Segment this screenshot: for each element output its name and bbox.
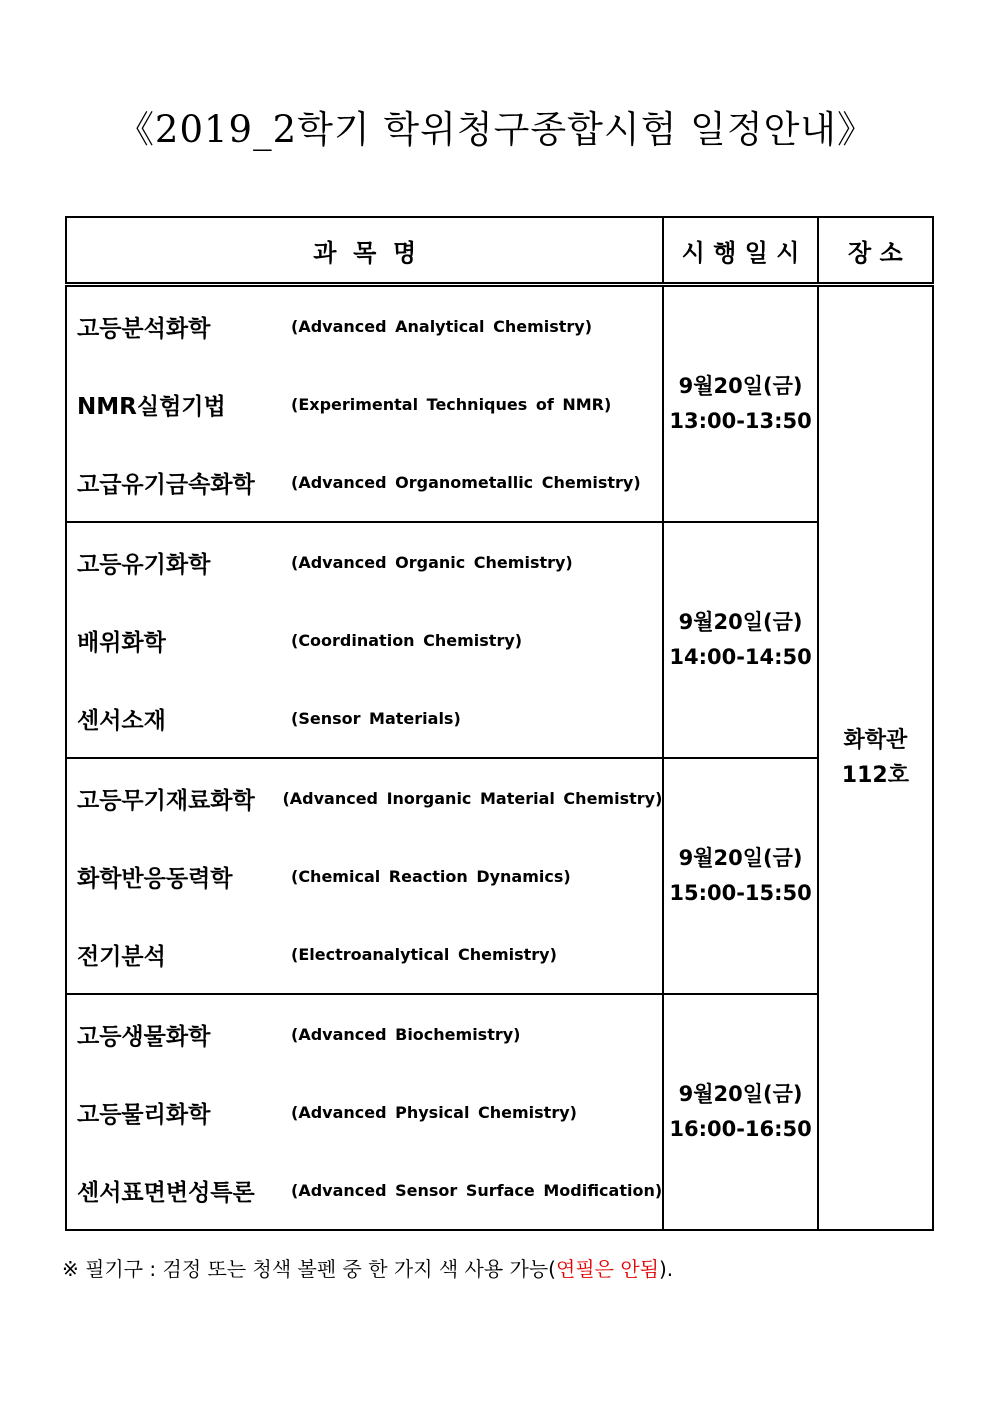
header-subject: 과 목 명 [66,217,663,285]
subject-english-name: (Advanced Sensor Surface Modification) [291,1180,663,1200]
exam-place-cell [818,285,933,1231]
exam-date: 9월20일(금) [678,374,803,398]
subject-item [67,759,662,837]
subject-item [67,1073,662,1151]
subject-korean-name: 고등유기화학 [77,551,211,578]
subject-korean-name: 전기분석 [77,943,166,970]
table-row [66,758,933,994]
subject-korean-name: 센서소재 [77,707,166,734]
subject-group-cell [66,758,663,994]
table-row [66,285,933,523]
note-warning-text: 연필은 안됨 [556,1257,659,1281]
subject-item [67,365,662,443]
subject-item [67,837,662,915]
subject-item [67,443,662,521]
subject-item [67,995,662,1073]
header-place: 장 소 [818,217,933,285]
exam-date: 9월20일(금) [678,846,803,870]
exam-time: 14:00-14:50 [669,645,812,669]
subject-item [67,679,662,757]
subject-item [67,523,662,601]
subject-korean-name: NMR실험기법 [77,393,226,420]
exam-date: 9월20일(금) [678,610,803,634]
exam-datetime-cell [663,522,817,758]
subject-item [67,1151,662,1229]
exam-schedule-table [65,216,934,1231]
subject-korean-name: 고등물리화학 [77,1101,211,1128]
page-title: 《2019_2학기 학위청구종합시험 일정안내》 [116,108,876,151]
subject-english-name: (Sensor Materials) [291,708,461,728]
subject-korean-name: 화학반응동력학 [77,865,233,892]
place-room: 112호 [841,763,909,788]
place-building: 화학관 [843,728,908,753]
exam-time: 16:00-16:50 [669,1117,812,1141]
subject-group-cell [66,285,663,523]
header-time: 시 행 일 시 [663,217,817,285]
subject-korean-name: 고등분석화학 [77,315,211,342]
table-header-row [66,217,933,285]
subject-group-cell [66,522,663,758]
subject-english-name: (Advanced Analytical Chemistry) [291,316,593,336]
note-text-end: ). [658,1257,674,1281]
subject-korean-name: 고등생물화학 [77,1023,211,1050]
subject-item [67,287,662,365]
subject-english-name: (Advanced Organometallic Chemistry) [291,472,641,492]
exam-datetime-cell [663,994,817,1230]
table-row [66,522,933,758]
subject-group-cell [66,994,663,1230]
exam-date: 9월20일(금) [678,1082,803,1106]
subject-english-name: (Advanced Organic Chemistry) [291,552,573,572]
exam-datetime-cell [663,758,817,994]
subject-item [67,915,662,993]
note-text: ※ 필기구 : 검정 또는 청색 볼펜 중 한 가지 색 사용 가능( [62,1257,556,1281]
writing-tools-note [62,1254,673,1284]
exam-time: 13:00-13:50 [669,409,812,433]
subject-english-name: (Advanced Physical Chemistry) [291,1102,577,1122]
subject-korean-name: 고급유기금속화학 [77,471,255,498]
subject-english-name: (Advanced Biochemistry) [291,1024,521,1044]
subject-english-name: (Electroanalytical Chemistry) [291,944,557,964]
table-row [66,994,933,1230]
subject-korean-name: 배위화학 [77,629,166,656]
subject-item [67,601,662,679]
subject-english-name: (Experimental Techniques of NMR) [291,394,612,414]
exam-time: 15:00-15:50 [669,881,812,905]
subject-english-name: (Coordination Chemistry) [291,630,523,650]
subject-korean-name: 고등무기재료화학 [77,787,255,814]
subject-english-name: (Chemical Reaction Dynamics) [291,866,571,886]
subject-english-name: (Advanced Inorganic Material Chemistry) [282,788,663,808]
exam-datetime-cell [663,285,817,523]
subject-korean-name: 센서표면변성특론 [77,1179,255,1206]
